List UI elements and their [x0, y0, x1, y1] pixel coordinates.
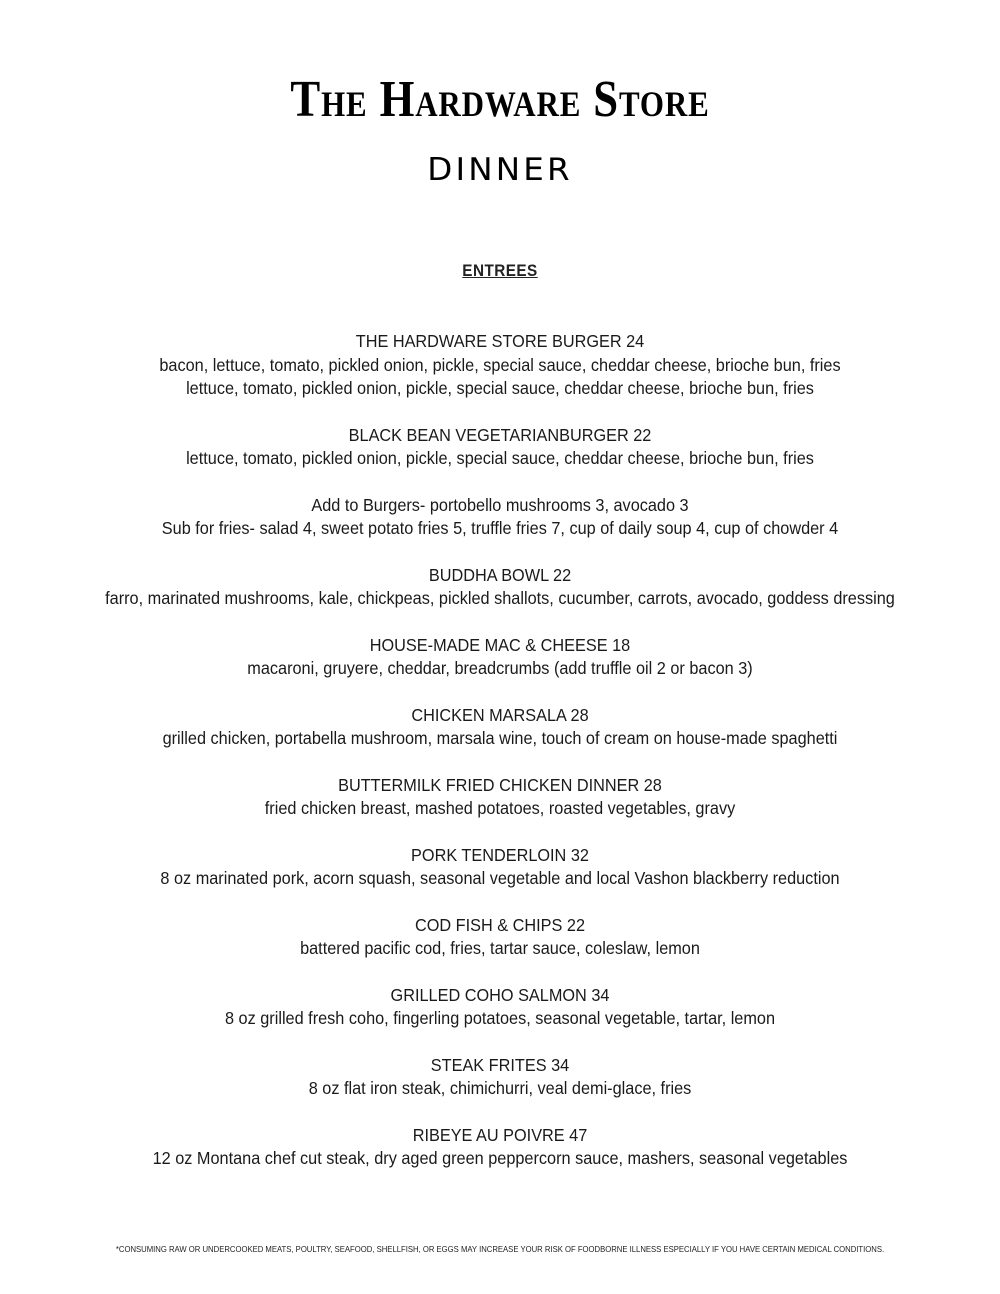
- menu-item-name-price: BLACK BEAN VEGETARIANBURGER 22: [348, 424, 652, 445]
- restaurant-name: The Hardware Store: [290, 71, 710, 128]
- menu-item-name-price: GRILLED COHO SALMON 34: [390, 984, 610, 1005]
- menu-item-burger-addons: [0, 494, 1000, 541]
- menu-item-buddha-bowl: [0, 564, 1000, 611]
- menu-item-name-price: CHICKEN MARSALA 28: [411, 704, 589, 725]
- menu-item-chicken-marsala: [0, 704, 1000, 751]
- menu-item-fried-chicken: [0, 774, 1000, 821]
- menu-item-name-price: BUTTERMILK FRIED CHICKEN DINNER 28: [338, 774, 662, 795]
- menu-item-steak-frites: [0, 1054, 1000, 1101]
- menu-item-description: bacon, lettuce, tomato, pickled onion, pickle, special sauce, cheddar cheese, brioche bun, fries: [159, 354, 841, 375]
- menu-item-description: macaroni, gruyere, cheddar, breadcrumbs (add truffle oil 2 or bacon 3): [247, 658, 753, 678]
- menu-item-coho-salmon: [0, 984, 1000, 1031]
- menu-item-name-price: STEAK FRITES 34: [430, 1054, 570, 1075]
- entrees-list: [0, 330, 1000, 1194]
- menu-item-name-price: THE HARDWARE STORE BURGER 24: [355, 331, 645, 351]
- menu-item-name-price: COD FISH & CHIPS 22: [414, 914, 586, 935]
- menu-item-ribeye: [0, 1124, 1000, 1171]
- menu-item-description: fried chicken breast, mashed potatoes, roasted vegetables, gravy: [264, 798, 736, 818]
- menu-item-description: lettuce, tomato, pickled onion, pickle, special sauce, cheddar cheese, brioche bun, fries: [186, 448, 814, 468]
- menu-item-description: 8 oz marinated pork, acorn squash, seasonal vegetable and local Vashon blackberry reduction: [160, 868, 840, 888]
- menu-item-description: 8 oz grilled fresh coho, fingerling potatoes, seasonal vegetable, tartar, lemon: [224, 1008, 776, 1028]
- menu-item-description: battered pacific cod, fries, tartar sauce, coleslaw, lemon: [300, 938, 700, 958]
- menu-item-description: lettuce, tomato, pickled onion, pickle, special sauce, cheddar cheese, brioche bun, fries: [186, 378, 814, 398]
- menu-item-name-price: Add to Burgers- portobello mushrooms 3, avocado 3: [311, 494, 689, 515]
- menu-item-mac-cheese: [0, 634, 1000, 681]
- menu-item-burger: [0, 330, 1000, 401]
- menu-item-pork-tenderloin: [0, 844, 1000, 891]
- menu-item-name-price: RIBEYE AU POIVRE 47: [412, 1124, 588, 1145]
- menu-item-name-price: HOUSE-MADE MAC & CHEESE 18: [369, 634, 631, 655]
- menu-item-fish-chips: [0, 914, 1000, 961]
- menu-item-veggie-burger: [0, 424, 1000, 471]
- menu-item-description: farro, marinated mushrooms, kale, chickpeas, pickled shallots, cucumber, carrots, avocado, goddess dressing: [105, 588, 895, 608]
- menu-item-description: Sub for fries- salad 4, sweet potato fries 5, truffle fries 7, cup of daily soup 4, cup of chowder 4: [161, 518, 839, 538]
- menu-item-description: 8 oz flat iron steak, chimichurri, veal demi-glace, fries: [308, 1078, 692, 1098]
- section-title-entrees: ENTREES: [462, 261, 538, 280]
- menu-item-name-price: PORK TENDERLOIN 32: [411, 844, 589, 865]
- menu-item-name-price: BUDDHA BOWL 22: [428, 564, 572, 585]
- food-safety-disclaimer: *CONSUMING RAW OR UNDERCOOKED MEATS, POULTRY, SEAFOOD, SHELLFISH, OR EGGS MAY INCREASE YOUR RISK OF FOODBORNE ILLNESS ESPECIALLY IF YOU HAVE CERTAIN MEDICAL CONDITIONS.: [115, 1244, 885, 1254]
- menu-item-description: 12 oz Montana chef cut steak, dry aged green peppercorn sauce, mashers, seasonal vegetables: [152, 1148, 848, 1168]
- meal-period-title: DINNER: [427, 152, 573, 188]
- menu-item-description: grilled chicken, portabella mushroom, marsala wine, touch of cream on house-made spaghetti: [162, 728, 838, 748]
